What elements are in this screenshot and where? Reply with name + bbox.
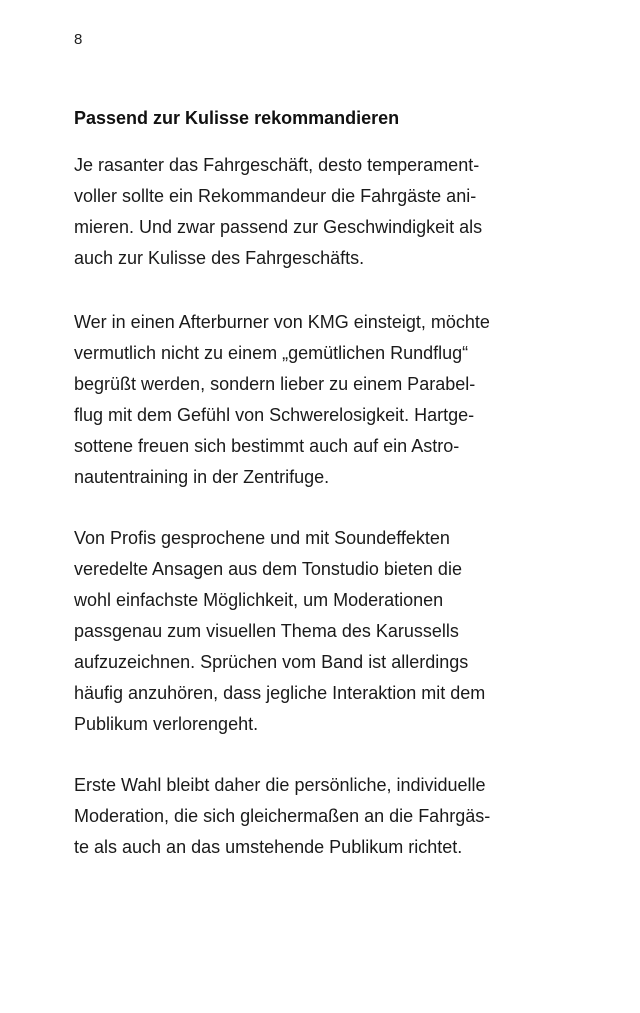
paragraph-line: Erste Wahl bleibt daher die persönliche, individuelle (74, 775, 486, 795)
paragraph-2 (74, 307, 574, 493)
paragraph-line: Von Profis gesprochene und mit Soundeffekten (74, 528, 450, 548)
paragraph-line: wohl einfachste Möglichkeit, um Moderationen (74, 590, 444, 610)
paragraph-line: aufzuzeichnen. Sprüchen vom Band ist allerdings (74, 652, 469, 672)
paragraph-line: te als auch an das umstehende Publikum richtet. (74, 837, 463, 857)
section-heading: Passend zur Kulisse rekommandieren (74, 108, 400, 128)
paragraph-line: flug mit dem Gefühl von Schwerelosigkeit. Hartge- (74, 405, 475, 425)
paragraph-line: auch zur Kulisse des Fahrgeschäfts. (74, 248, 365, 268)
paragraph-line: Moderation, die sich gleichermaßen an die Fahrgäs- (74, 806, 491, 826)
paragraph-line: nautentraining in der Zentrifuge. (74, 467, 330, 487)
paragraph-1 (74, 150, 574, 274)
paragraph-line: begrüßt werden, sondern lieber zu einem Parabel- (74, 374, 476, 394)
paragraph-line: veredelte Ansagen aus dem Tonstudio bieten die (74, 559, 462, 579)
paragraph-line: sottene freuen sich bestimmt auch auf ein Astro- (74, 436, 460, 456)
paragraph-line: Wer in einen Afterburner von KMG einsteigt, möchte (74, 312, 490, 332)
paragraph-line: mieren. Und zwar passend zur Geschwindigkeit als (74, 217, 483, 237)
paragraph-line: passgenau zum visuellen Thema des Karussells (74, 621, 459, 641)
paragraph-4 (74, 770, 574, 863)
paragraph-3 (74, 523, 574, 740)
paragraph-line: Je rasanter das Fahrgeschäft, desto temperament- (74, 155, 480, 175)
page-number: 8 (74, 31, 83, 48)
paragraph-line: vermutlich nicht zu einem „gemütlichen Rundflug“ (74, 343, 469, 363)
paragraph-line: voller sollte ein Rekommandeur die Fahrgäste ani- (74, 186, 477, 206)
paragraph-line: Publikum verlorengeht. (74, 714, 259, 734)
paragraph-line: häufig anzuhören, dass jegliche Interaktion mit dem (74, 683, 486, 703)
